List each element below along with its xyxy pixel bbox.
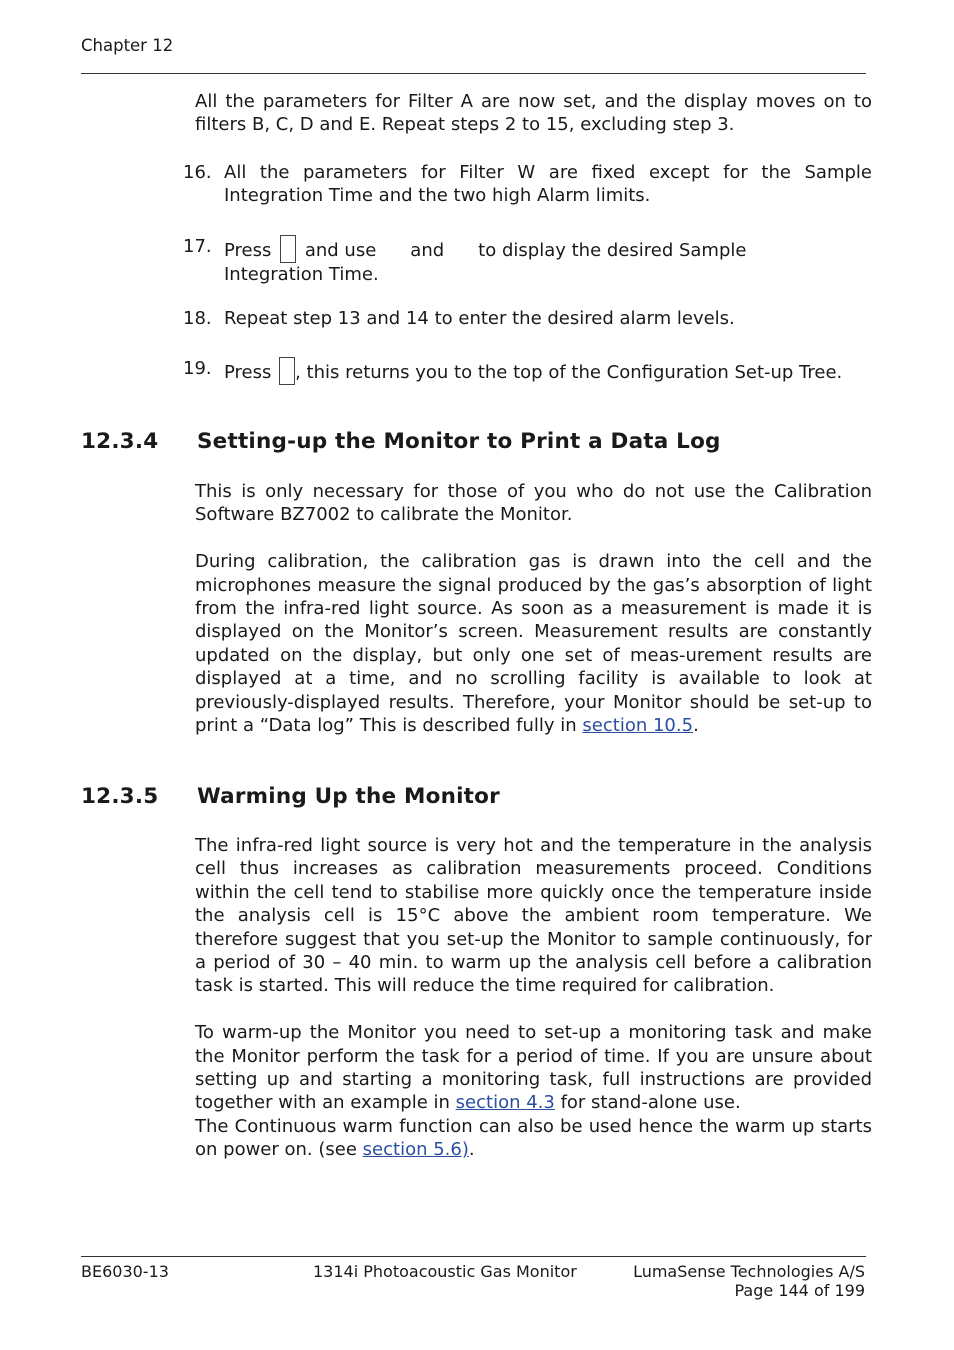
step-number: 19. [183, 358, 212, 379]
enter-key-icon [280, 235, 296, 263]
link-section-4-3[interactable]: section 4.3 [455, 1092, 555, 1114]
step-text: All the parameters for Filter W are fixed except for the Sample Integration Time and the two high Alarm limits. [224, 162, 872, 207]
escape-key-icon [279, 357, 295, 385]
intro-paragraph [195, 90, 872, 137]
section-12-3-5-body [195, 834, 872, 1162]
step-18 [183, 307, 872, 330]
link-section-5-6[interactable]: section 5.6) [362, 1139, 469, 1161]
step-16 [183, 161, 872, 208]
step-17-and-use: and use [304, 240, 377, 261]
step-17-rest: to display the desired Sample [478, 240, 747, 261]
footer-doc-code: BE6030-13 [81, 1262, 169, 1281]
section-12-3-4-body [195, 480, 872, 737]
footer-company: LumaSense Technologies A/S [633, 1262, 865, 1281]
section-number: 12.3.5 [81, 784, 159, 809]
step-17-and: and [410, 240, 445, 261]
step-number: 17. [183, 236, 212, 257]
paragraph: During calibration, the calibration gas is drawn into the cell and the microphones measure the signal produced by the gas’s absorption of light from the infra-red light source. As soon as a measurement is made it is displayed on the Monitor’s screen. Measurement results are constantly updated on the display, but only one set of meas-urement results are displayed at a time, and no scrolling facility is available to look at previously-displayed results. Therefore, your Monitor should be set-up to print a “Data log” This is described fully in section 10.5. [195, 551, 872, 737]
step-17-rest-2: Integration Time. [224, 264, 379, 285]
footer-page-number: Page 144 of 199 [734, 1281, 865, 1300]
step-17-press: Press [224, 240, 272, 261]
step-number: 18. [183, 308, 212, 329]
header-rule [81, 73, 866, 74]
paragraph: The Continuous warm function can also be used hence the warm up starts on power on. (see section 5.6). [195, 1115, 872, 1161]
step-number: 16. [183, 162, 212, 183]
intro-text: All the parameters for Filter A are now set, and the display moves on to filters B, C, D and E. Repeat steps 2 to 15, excluding step 3. [195, 91, 872, 136]
paragraph: This is only necessary for those of you who do not use the Calibration Software BZ7002 to calibrate the Monitor. [195, 481, 872, 526]
section-12-3-4-heading [81, 429, 721, 454]
step-17 [183, 235, 872, 286]
link-section-10-5[interactable]: section 10.5 [582, 715, 694, 737]
footer-rule [81, 1256, 866, 1257]
footer-product: 1314i Photoacoustic Gas Monitor [313, 1262, 577, 1281]
paragraph: To warm-up the Monitor you need to set-up a monitoring task and make the Monitor perform the task for a period of time. If you are unsure about setting up and starting a monitoring task, full instructions are provided together with an example in section 4.3 for stand-alone use. [195, 1022, 872, 1114]
paragraph: The infra-red light source is very hot and the temperature in the analysis cell thus increases as calibration measurements proceed. Conditions within the cell tend to stabilise more quickly once the temperature inside the analysis cell is 15°C above the ambient room temperature. We therefore suggest that you set-up the Monitor to sample continuously, for a period of 30 – 40 min. to warm up the analysis cell before a calibration task is started. This will reduce the time required for calibration. [195, 835, 872, 997]
step-19-press: Press [224, 362, 272, 383]
section-number: 12.3.4 [81, 429, 159, 454]
step-19-rest: , this returns you to the top of the Configuration Set-up Tree. [295, 362, 843, 383]
section-title: Warming Up the Monitor [197, 784, 500, 809]
section-12-3-5-heading [81, 784, 500, 809]
section-title: Setting-up the Monitor to Print a Data Log [197, 429, 721, 454]
step-text: Repeat step 13 and 14 to enter the desired alarm levels. [224, 308, 735, 329]
footer-company-block [633, 1262, 865, 1300]
chapter-header: Chapter 12 [81, 36, 174, 55]
step-19 [183, 357, 872, 385]
